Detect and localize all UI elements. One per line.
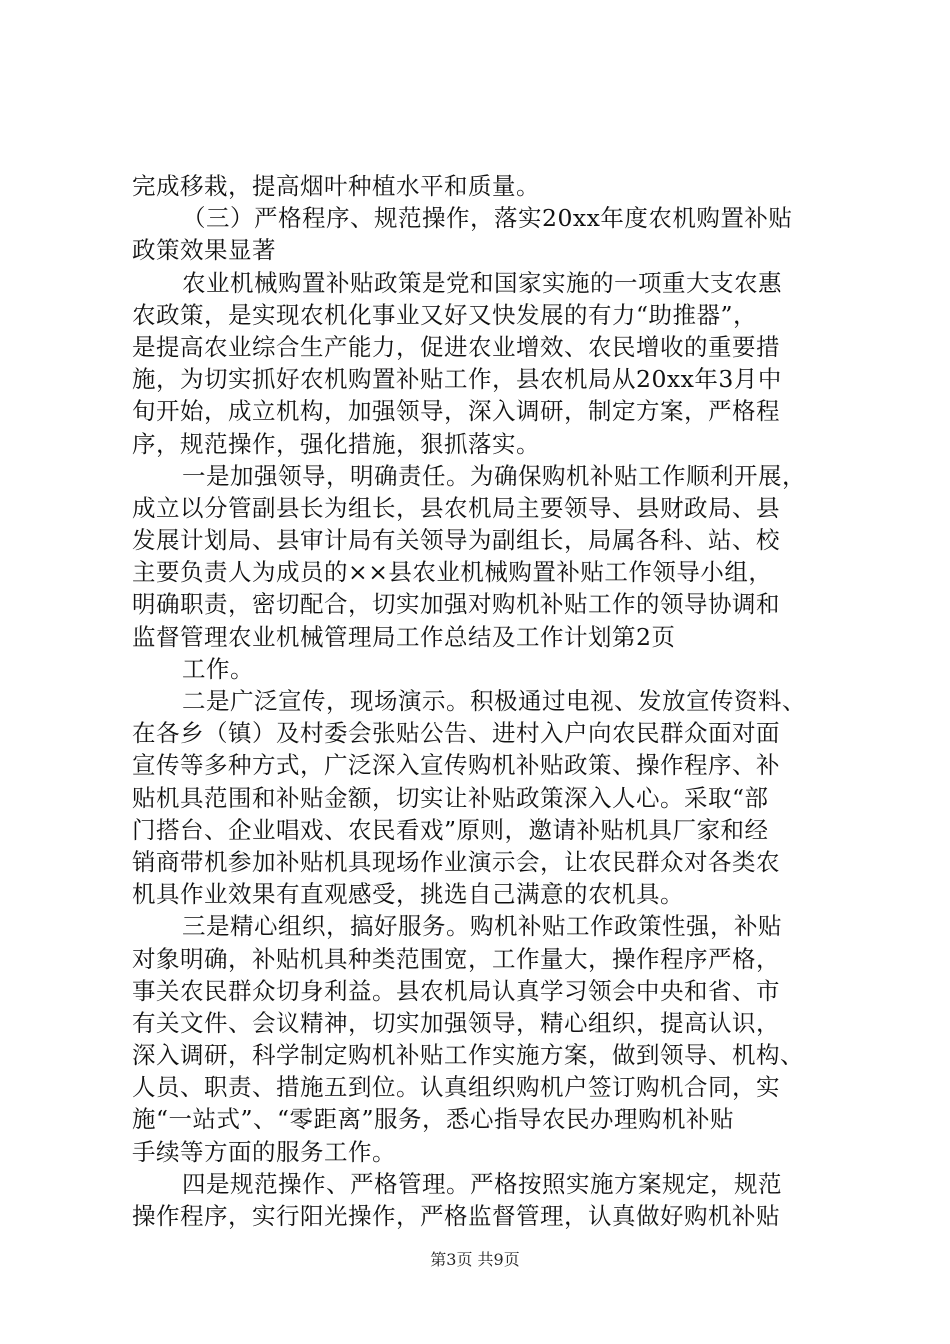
text-line: 农政策，是实现农机化事业又好又快发展的有力“助推器”， [132, 300, 758, 329]
text-line: 施“一站式”、“零距离”服务，悉心指导农民办理购机补贴 [132, 1105, 735, 1134]
text-line: 施，为切实抓好农机购置补贴工作，县农机局从20xx年3月中 [132, 365, 782, 394]
text-line: （三）严格程序、规范操作，落实20xx年度农机购置补贴 [182, 204, 793, 233]
text-line: 发展计划局、县审计局有关领导为副组长，局属各科、站、校 [132, 526, 780, 555]
text-line: 监督管理农业机械管理局工作总结及工作计划第2页 [132, 622, 676, 651]
text-line: 有关文件、会议精神，切实加强领导，精心组织，提高认识， [132, 1008, 780, 1037]
text-line: 旬开始，成立机构，加强领导，深入调研，制定方案，严格程 [132, 397, 780, 426]
text-line: 明确职责，密切配合，切实加强对购机补贴工作的领导协调和 [132, 590, 780, 619]
text-line: 人员、职责、措施五到位。认真组织购机户签订购机合同，实 [132, 1073, 780, 1102]
text-line: 手续等方面的服务工作。 [132, 1137, 396, 1166]
page-footer: 第3页 共9页 [430, 1250, 520, 1269]
text-line: 政策效果显著 [132, 236, 276, 265]
text-line: 在各乡（镇）及村委会张贴公告、进村入户向农民群众面对面 [132, 719, 780, 748]
text-line: 宣传等多种方式，广泛深入宣传购机补贴政策、操作程序、补 [132, 751, 780, 780]
text-line: 深入调研，科学制定购机补贴工作实施方案，做到领导、机构、 [132, 1041, 804, 1070]
text-line: 四是规范操作、严格管理。严格按照实施方案规定，规范 [182, 1169, 782, 1198]
text-line: 农业机械购置补贴政策是党和国家实施的一项重大支农惠 [182, 268, 782, 297]
text-line: 成立以分管副县长为组长，县农机局主要领导、县财政局、县 [132, 493, 780, 522]
text-line: 销商带机参加补贴机具现场作业演示会，让农民群众对各类农 [132, 847, 780, 876]
text-line: 序，规范操作，强化措施，狠抓落实。 [132, 429, 540, 458]
text-line: 三是精心组织，搞好服务。购机补贴工作政策性强，补贴 [182, 912, 782, 941]
text-line: 主要负责人为成员的××县农业机械购置补贴工作领导小组， [132, 558, 773, 587]
text-line: 二是广泛宣传，现场演示。积极通过电视、发放宣传资料、 [182, 687, 806, 715]
text-line: 一是加强领导，明确责任。为确保购机补贴工作顺利开展， [182, 461, 806, 490]
text-line: 工作。 [182, 654, 254, 683]
text-line: 操作程序，实行阳光操作，严格监督管理，认真做好购机补贴 [132, 1202, 780, 1230]
text-line: 事关农民群众切身利益。县农机局认真学习领会中央和省、市 [132, 976, 780, 1005]
text-line: 机具作业效果有直观感受，挑选自己满意的农机具。 [132, 880, 684, 909]
text-line: 对象明确，补贴机具种类范围宽，工作量大，操作程序严格， [132, 944, 780, 973]
text-line: 门搭台、企业唱戏、农民看戏”原则，邀请补贴机具厂家和经 [132, 815, 769, 844]
text-line: 是提高农业综合生产能力，促进农业增效、农民增收的重要措 [132, 332, 780, 361]
text-line: 贴机具范围和补贴金额，切实让补贴政策深入人心。采取“部 [132, 783, 769, 812]
text-line: 完成移栽，提高烟叶种植水平和质量。 [132, 172, 540, 200]
document-body [132, 170, 832, 1232]
